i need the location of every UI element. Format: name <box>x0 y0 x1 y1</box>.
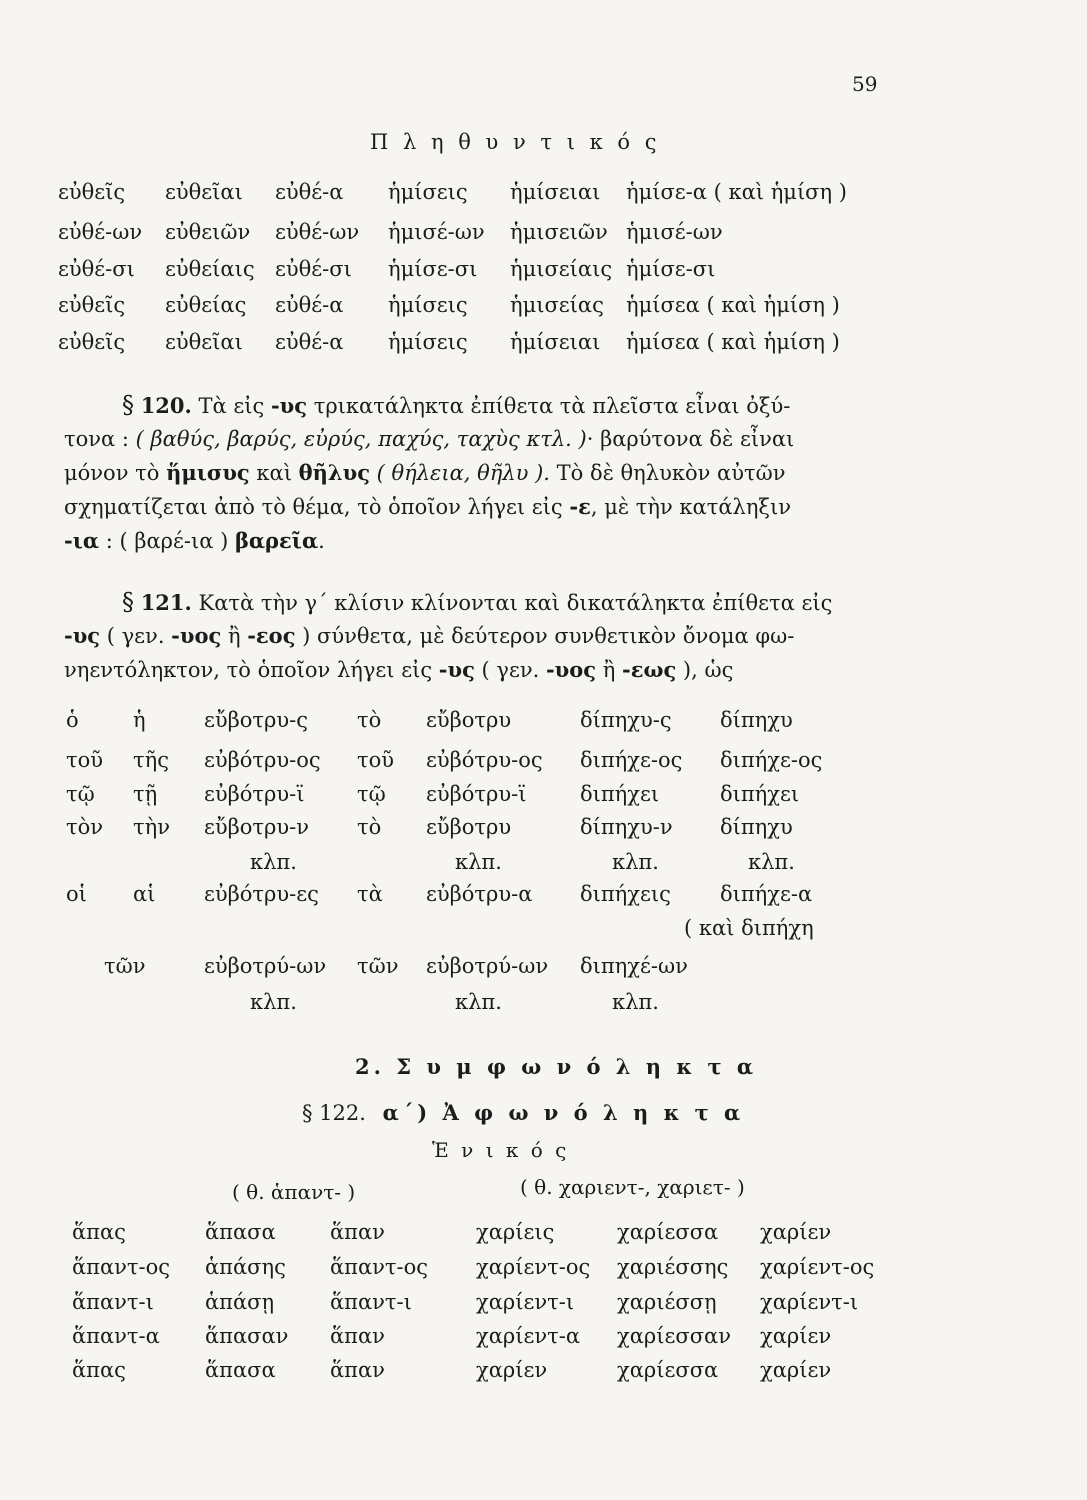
paragraph-121: § 121. Κατὰ τὴν γ΄ κλίσιν κλίνονται καὶ δικατάληκτα ἐπίθετα εἰς -υς ( γεν. -υος ἢ -εος ) σύνθετα, μὲ δεύτερον συνθετικὸν ὄνομα φω- νηεντόληκτον, τὸ ὁποῖον λήγει εἰς -υς ( γεν. -υος ἢ -εως ), ὡς <box>64 588 833 682</box>
table-row: εὐθέ-σι εὐθείαις εὐθέ-σι ἡμίσε-σι ἡμισείαις ἡμίσε-σι <box>58 257 716 281</box>
etc-label: κλπ. <box>612 990 659 1014</box>
table-row: τῶν εὐβοτρύ-ων τῶν εὐβοτρύ-ων διπηχέ-ων <box>104 954 688 978</box>
table-row: τῷ τῇ εὐβότρυ-ϊ τῷ εὐβότρυ-ϊ διπήχει διπήχει <box>66 782 800 806</box>
paragraph-120: § 120. Τὰ εἰς -υς τρικατάληκτα ἐπίθετα τὰ πλεῖστα εἶναι ὀξύ- τονα : ( βαθύς, βαρύς, εὐρύς, παχύς, ταχὺς κτλ. )· βαρύτονα δὲ εἶναι μόνον τὸ ἥμισυς καὶ θῆλυς ( θήλεια, θῆλυ ). Τὸ δὲ θηλυκὸν αὐτῶν σχηματίζεται ἀπὸ τὸ θέμα, τὸ ὁποῖον λήγει εἰς -ε, μὲ τὴν κατάληξιν -ια : ( βαρέ-ια ) βαρεῖα. <box>64 391 795 553</box>
theme-label: ( θ. χαριεντ-, χαριετ- ) <box>520 1175 745 1199</box>
section-number: 121. <box>140 590 192 615</box>
table-row: τοῦ τῆς εὐβότρυ-ος τοῦ εὐβότρυ-ος διπήχε-ος διπήχε-ος <box>66 748 823 772</box>
etc-label: κλπ. <box>612 850 659 874</box>
table-row: ὁ ἡ εὔβοτρυ-ς τὸ εὔβοτρυ δίπηχυ-ς δίπηχυ <box>66 708 793 732</box>
etc-label: κλπ. <box>250 990 297 1014</box>
etc-label: κλπ. <box>455 850 502 874</box>
plural-heading: Π λ η θ υ ν τ ι κ ό ς <box>370 130 661 154</box>
table-row: ἅπαντ-ι ἁπάσῃ ἅπαντ-ι χαρίεντ-ι χαριέσσῃ χαρίεντ-ι <box>72 1290 859 1314</box>
theme-label: ( θ. ἁπαντ- ) <box>232 1180 356 1204</box>
section-sign-icon: § <box>122 391 134 419</box>
table-row: ἅπαντ-α ἅπασαν ἅπαν χαρίεντ-α χαρίεσσαν χαρίεν <box>72 1324 832 1348</box>
section-number: 120. <box>140 393 192 418</box>
section-sign-icon: § <box>122 588 134 616</box>
etc-label: κλπ. <box>455 990 502 1014</box>
table-row: ἅπας ἅπασα ἅπαν χαρίεις χαρίεσσα χαρίεν <box>72 1220 832 1244</box>
etc-label: κλπ. <box>748 850 795 874</box>
table-row: εὐθεῖς εὐθεῖαι εὐθέ-α ἡμίσεις ἡμίσειαι ἡμίσε-α ( καὶ ἡμίση ) <box>58 180 847 204</box>
alternate-form: ( καὶ διπήχη <box>684 916 814 940</box>
etc-label: κλπ. <box>250 850 297 874</box>
section-2-heading: 2. Σ υ μ φ ω ν ό λ η κ τ α <box>355 1054 758 1079</box>
page-number: 59 <box>852 72 878 96</box>
table-row: ἅπας ἅπασα ἅπαν χαρίεν χαρίεσσα χαρίεν <box>72 1358 832 1382</box>
table-row: εὐθεῖς εὐθεῖαι εὐθέ-α ἡμίσεις ἡμίσειαι ἡμίσεα ( καὶ ἡμίση ) <box>58 330 840 354</box>
singular-heading: Ἑ ν ι κ ό ς <box>432 1138 570 1162</box>
section-122-heading: § 122. α΄) Ἀ φ ω ν ό λ η κ τ α <box>302 1100 745 1125</box>
table-row: εὐθέ-ων εὐθειῶν εὐθέ-ων ἡμισέ-ων ἡμισειῶν ἡμισέ-ων <box>58 220 723 244</box>
table-row: τὸν τὴν εὔβοτρυ-ν τὸ εὔβοτρυ δίπηχυ-ν δίπηχυ <box>66 815 793 839</box>
table-row: εὐθεῖς εὐθείας εὐθέ-α ἡμίσεις ἡμισείας ἡμίσεα ( καὶ ἡμίση ) <box>58 293 840 317</box>
table-row: ἅπαντ-ος ἁπάσης ἅπαντ-ος χαρίεντ-ος χαριέσσης χαρίεντ-ος <box>72 1255 875 1279</box>
table-row: οἱ αἱ εὐβότρυ-ες τὰ εὐβότρυ-α διπήχεις διπήχε-α <box>66 882 813 906</box>
